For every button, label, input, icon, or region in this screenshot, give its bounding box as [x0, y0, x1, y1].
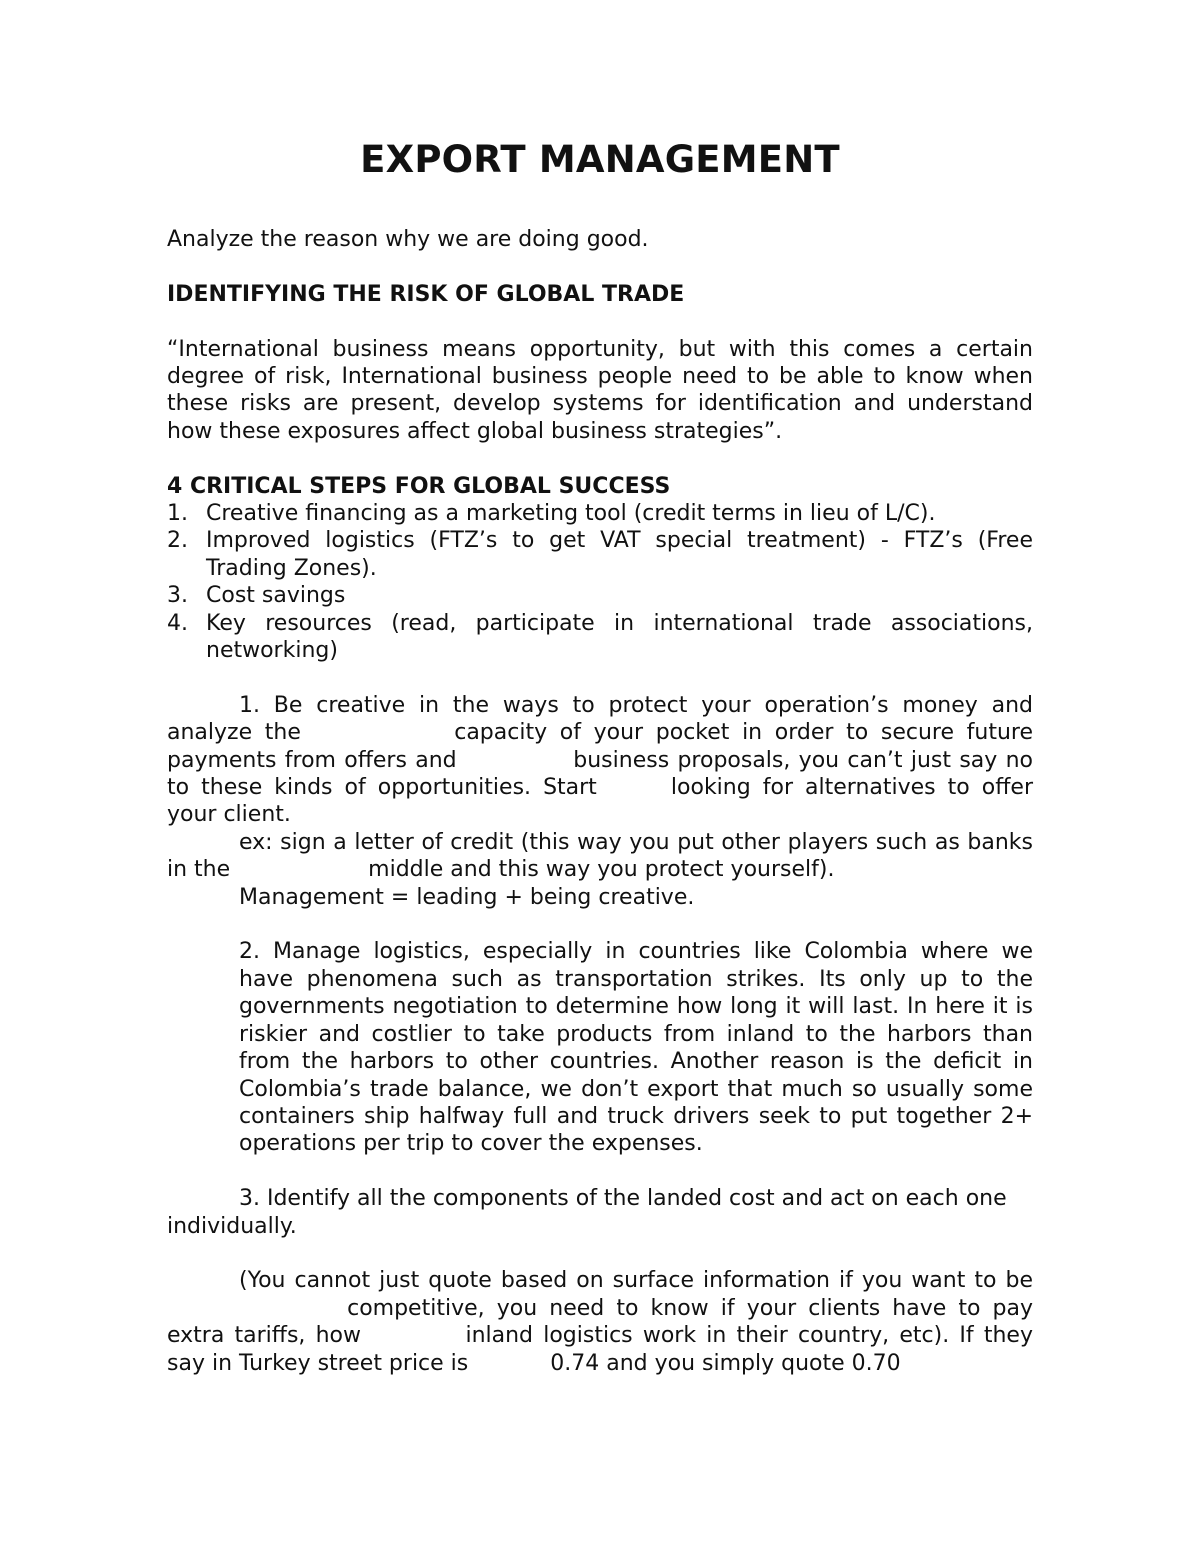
list-item-text: Improved logistics (FTZ’s to get VAT special treatment) - FTZ’s (Free Trading Zones).	[206, 528, 1033, 581]
spacer	[167, 911, 1033, 938]
list-item	[167, 527, 1033, 582]
paragraph-text: competitive, you need to know if your clients have to pay extra tariffs, how	[167, 1295, 1033, 1349]
paragraph-text: business proposals, you can’t just say no to these kinds of opportunities. Start	[167, 747, 1033, 801]
steps-list	[167, 500, 1033, 664]
paragraph-text: middle and this way you protect yourself).	[368, 857, 835, 883]
list-number: 4.	[167, 610, 188, 636]
list-item	[167, 582, 1033, 609]
list-number: 2.	[167, 528, 188, 554]
list-item	[167, 500, 1033, 527]
list-item-text: Cost savings	[206, 583, 346, 609]
section-heading-risk: IDENTIFYING THE RISK OF GLOBAL TRADE	[167, 281, 685, 307]
spacer	[167, 308, 1033, 335]
paragraph-example	[167, 829, 1033, 884]
spacer	[167, 253, 1033, 280]
list-item-text: Creative financing as a marketing tool (credit terms in lieu of L/C).	[206, 501, 936, 527]
spacer	[167, 664, 1033, 691]
paragraph-step-2: 2. Manage logistics, especially in countries like Colombia where we have phenomena such as transportation strikes. Its only up to the governments negotiation to determine how long it will last. In here it is riskier and costlier to take products from inland to the harbors than from the harbors to other countries. Another reason is the deficit in Colombia’s trade balance, we don’t export that much so usually some containers ship halfway full and truck drivers seek to put together 2+ operations per trip to cover the expenses.	[239, 939, 1033, 1157]
paragraph-text: (You cannot just quote based on surface information if you want to be	[239, 1268, 1033, 1294]
document-body	[167, 136, 1033, 1377]
paragraph-text: inland logistics work in their country, etc). If they say in Turkey street price is	[167, 1323, 1033, 1376]
formula-line: Management = leading + being creative.	[239, 884, 695, 910]
list-number: 3.	[167, 583, 188, 609]
spacer	[167, 1240, 1033, 1267]
list-item-text: Key resources (read, participate in international trade associations, networking)	[206, 610, 1033, 664]
paragraph-text: 0.74 and you simply quote 0.70	[550, 1350, 901, 1376]
spacer	[167, 445, 1033, 472]
paragraph-text: ex: sign a letter of credit (this way you put other players such as banks in the	[167, 829, 1033, 883]
document-title: EXPORT MANAGEMENT	[360, 138, 840, 181]
spacer	[167, 1158, 1033, 1185]
list-number: 1.	[167, 501, 188, 527]
quote-paragraph: “International business means opportunity, but with this comes a certain degree of risk, International business people need to be able to know when these risks are present, develop systems for identification and understand how these exposures affect global business strategies”.	[167, 336, 1033, 444]
paragraph-step-1	[167, 692, 1033, 829]
paragraph-text: capacity of your pocket in order to secure future payments from offers and	[167, 720, 1034, 773]
paragraph-quote-note	[167, 1267, 1033, 1377]
paragraph-step-3: 3. Identify all the components of the landed cost and act on each one individually.	[167, 1186, 1007, 1239]
intro-text: Analyze the reason why we are doing good.	[167, 227, 649, 252]
paragraph-text: 1. Be creative in the ways to protect your operation’s money and analyze the	[167, 692, 1033, 746]
list-item	[167, 610, 1033, 665]
section-heading-steps: 4 CRITICAL STEPS FOR GLOBAL SUCCESS	[167, 473, 671, 499]
paragraph-text: looking for alternatives to offer your client.	[167, 775, 1033, 828]
